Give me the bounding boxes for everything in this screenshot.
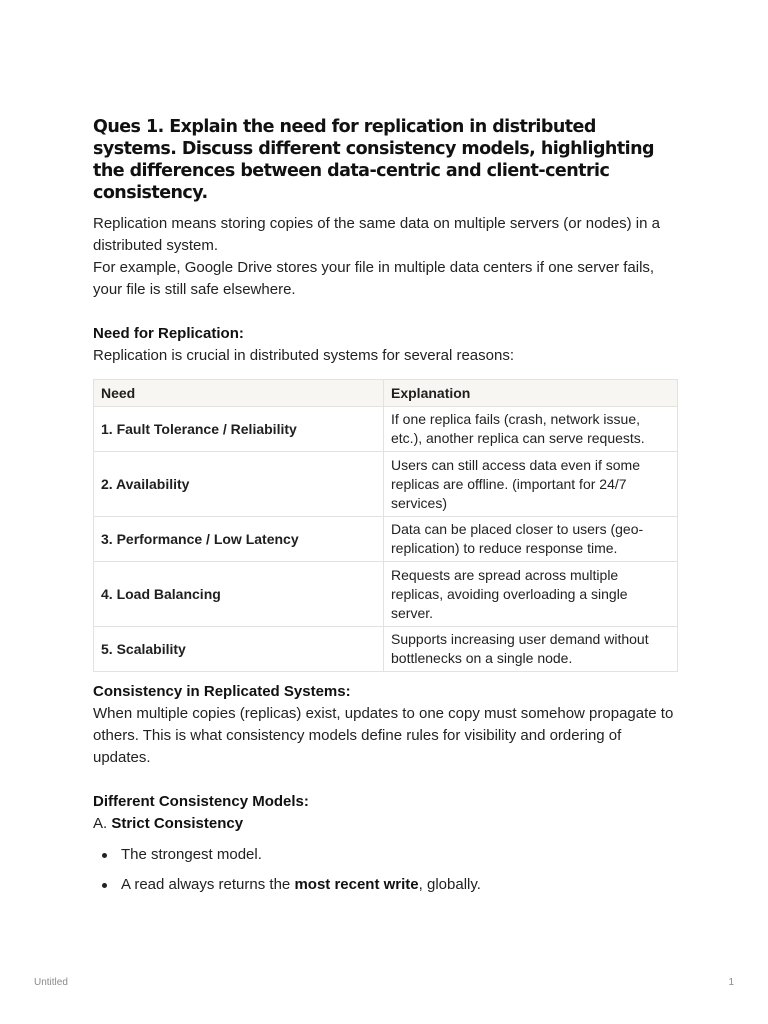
table-row: [94, 517, 678, 562]
need-cell: 1. Fault Tolerance / Reliability: [94, 407, 384, 452]
intro-paragraph-1: Replication means storing copies of the same data on multiple servers (or nodes) in a distributed system.: [93, 215, 660, 254]
table-header-need: Need: [94, 380, 384, 407]
table-row: [94, 407, 678, 452]
need-cell: 5. Scalability: [94, 627, 384, 672]
explanation-cell: Data can be placed closer to users (geo-replication) to reduce response time.: [384, 517, 678, 562]
need-cell: 3. Performance / Low Latency: [94, 517, 384, 562]
model-a-line: [93, 813, 677, 835]
models-heading: Different Consistency Models:: [93, 793, 309, 810]
footer-page-number: 1: [728, 977, 734, 988]
need-cell: 4. Load Balancing: [94, 562, 384, 627]
model-a-bullets: [93, 844, 677, 896]
table-row: [94, 627, 678, 672]
consistency-text: When multiple copies (replicas) exist, updates to one copy must somehow propagate to others. This is what consistency models define rules for visibility and ordering of updates.: [93, 705, 674, 766]
bullet-dot-icon: [102, 883, 107, 888]
model-a-name: Strict Consistency: [111, 815, 244, 832]
table-header-row: [94, 380, 678, 407]
bullet-bold-text: most recent write: [294, 876, 419, 893]
model-a-prefix: A.: [93, 815, 112, 832]
list-item: [93, 844, 677, 866]
bullet-suffix-text: , globally.: [418, 876, 481, 893]
table-row: [94, 452, 678, 517]
explanation-cell: Supports increasing user demand without bottlenecks on a single node.: [384, 627, 678, 672]
bullet-text: A read always returns the: [121, 876, 295, 893]
explanation-cell: If one replica fails (crash, network issue, etc.), another replica can serve requests.: [384, 407, 678, 452]
needs-table: [93, 379, 678, 672]
table-header-explanation: Explanation: [384, 380, 678, 407]
need-cell: 2. Availability: [94, 452, 384, 517]
consistency-heading: Consistency in Replicated Systems:: [93, 683, 351, 700]
document-page: [93, 116, 677, 904]
list-item: [93, 874, 677, 896]
explanation-cell: Users can still access data even if some replicas are offline. (important for 24/7 services): [384, 452, 678, 517]
footer-document-name: Untitled: [34, 977, 68, 988]
bullet-text: The strongest model.: [121, 846, 262, 863]
question-title: Ques 1. Explain the need for replication in distributed systems. Discuss different consistency models, highlighting the differences between data-centric and client-centric consistency.: [93, 117, 654, 203]
intro-paragraph-2: For example, Google Drive stores your file in multiple data centers if one server fails, your file is still safe elsewhere.: [93, 259, 655, 298]
need-text: Replication is crucial in distributed systems for several reasons:: [93, 347, 515, 364]
bullet-dot-icon: [102, 853, 107, 858]
table-row: [94, 562, 678, 627]
explanation-cell: Requests are spread across multiple replicas, avoiding overloading a single server.: [384, 562, 678, 627]
need-heading: Need for Replication:: [93, 325, 244, 342]
